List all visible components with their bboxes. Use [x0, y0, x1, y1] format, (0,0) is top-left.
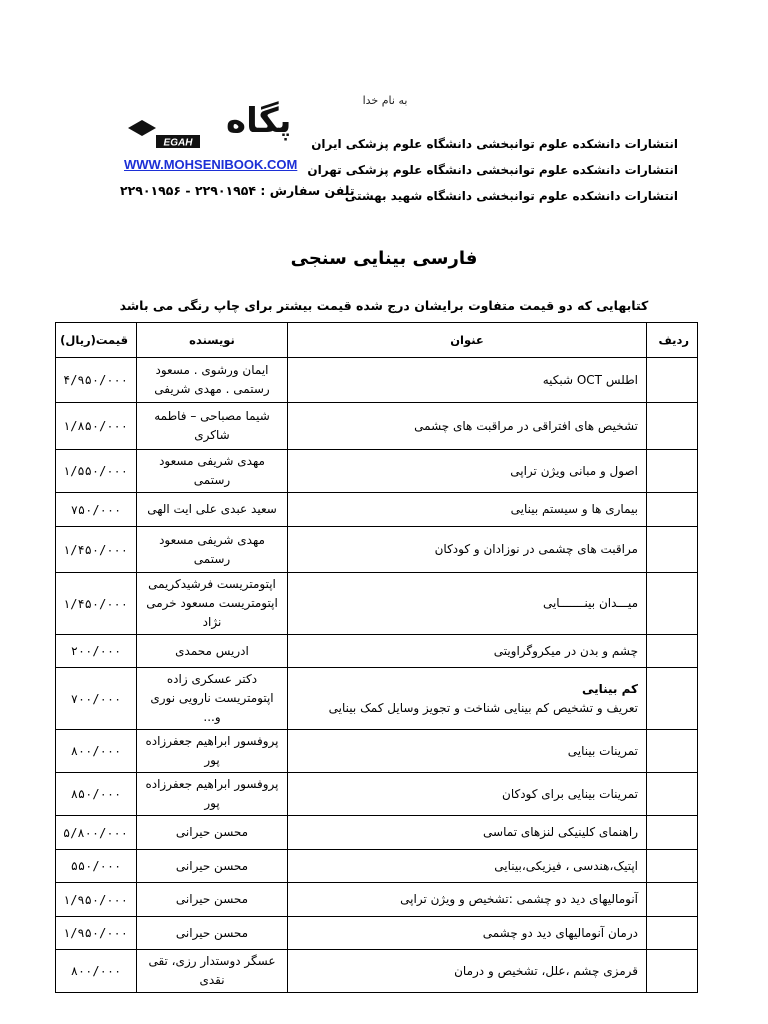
cell-num — [647, 883, 698, 917]
cell-price: ۱/۹۵۰/۰۰۰ — [56, 917, 137, 950]
cell-title: آنومالیهای دید دو چشمی :تشخیص و ویژن تراپی — [288, 883, 647, 917]
cell-num — [647, 450, 698, 493]
page-title: فارسی بینایی سنجی — [290, 248, 478, 269]
cell-author: محسن حیرانی — [137, 917, 288, 950]
cell-title: راهنمای کلینیکی لنزهای تماسی — [288, 816, 647, 850]
cell-title: تمرینات بینایی برای کودکان — [288, 773, 647, 816]
publisher-line: انتشارات دانشکده علوم توانبخشی دانشگاه علوم پزشکی تهران — [307, 163, 678, 177]
cell-price: ۵۵۰/۰۰۰ — [56, 850, 137, 883]
logo-text: پگاه — [226, 101, 292, 141]
table-row — [56, 816, 698, 850]
cell-num — [647, 730, 698, 773]
cell-title: تشخیص های افتراقی در مراقبت های چشمی — [288, 403, 647, 450]
cell-author: محسن حیرانی — [137, 883, 288, 917]
header-author: نویسنده — [137, 323, 288, 358]
header-title: عنوان — [288, 323, 647, 358]
cell-price: ۸۰۰/۰۰۰ — [56, 950, 137, 993]
table-row — [56, 850, 698, 883]
cell-title: قرمزی چشم ،علل، تشخیص و درمان — [288, 950, 647, 993]
website-link[interactable]: WWW.MOHSENIBOOK.COM — [124, 157, 298, 172]
cell-price: ۱/۹۵۰/۰۰۰ — [56, 883, 137, 917]
cell-num — [647, 950, 698, 993]
cell-price: ۱/۴۵۰/۰۰۰ — [56, 527, 137, 573]
cell-title: میـــدان بینـــــــایی — [288, 573, 647, 635]
cell-num — [647, 816, 698, 850]
publisher-line: انتشارات دانشکده علوم توانبخشی دانشگاه علوم پزشکی ایران — [311, 137, 678, 151]
cell-author: ایمان ورشوی . مسعود رستمی . مهدی شریفی — [137, 358, 288, 403]
cell-author: دکتر عسکری زاده اپتومتریست نارویی نوری و... — [137, 668, 288, 730]
table-row — [56, 635, 698, 668]
cell-author: محسن حیرانی — [137, 816, 288, 850]
table-row — [56, 773, 698, 816]
cell-num — [647, 635, 698, 668]
cell-title: بیماری ها و سیستم بینایی — [288, 493, 647, 527]
table-header-row — [56, 323, 698, 358]
table-row — [56, 883, 698, 917]
table-row — [56, 730, 698, 773]
cell-title: اطلس OCT شبکیه — [288, 358, 647, 403]
table-row — [56, 358, 698, 403]
cell-author: پروفسور ابراهیم جعفرزاده پور — [137, 773, 288, 816]
title-heading: کم بینایی — [581, 681, 638, 696]
cell-num — [647, 403, 698, 450]
table-row — [56, 950, 698, 993]
logo-sub: EGAH — [163, 137, 193, 149]
cell-author: مهدی شریفی مسعود رستمی — [137, 450, 288, 493]
order-phone: تلفن سفارش : ۲۲۹۰۱۹۵۴ - ۲۲۹۰۱۹۵۶ — [120, 183, 355, 198]
cell-title: چشم و بدن در میکروگراویتی — [288, 635, 647, 668]
publishers-list — [307, 131, 678, 209]
cell-author: پروفسور ابراهیم جعفرزاده پور — [137, 730, 288, 773]
cell-title: مراقبت های چشمی در نوزادان و کودکان — [288, 527, 647, 573]
cell-num — [647, 527, 698, 573]
cell-price: ۸۵۰/۰۰۰ — [56, 773, 137, 816]
cell-price: ۱/۴۵۰/۰۰۰ — [56, 573, 137, 635]
cell-price: ۴/۹۵۰/۰۰۰ — [56, 358, 137, 403]
cell-price: ۷۵۰/۰۰۰ — [56, 493, 137, 527]
cell-price: ۸۰۰/۰۰۰ — [56, 730, 137, 773]
table-row — [56, 493, 698, 527]
publisher-line: انتشارات دانشکده علوم توانبخشی دانشگاه شهید بهشتی — [344, 189, 678, 203]
cell-author: سعید عبدی علی ایت الهی — [137, 493, 288, 527]
cell-num — [647, 917, 698, 950]
cell-num — [647, 358, 698, 403]
cell-author: محسن حیرانی — [137, 850, 288, 883]
cell-num — [647, 493, 698, 527]
cell-price: ۱/۸۵۰/۰۰۰ — [56, 403, 137, 450]
cell-title — [288, 668, 647, 730]
cell-title: اصول و مبانی ویژن تراپی — [288, 450, 647, 493]
cell-title: تمرینات بینایی — [288, 730, 647, 773]
cell-title: درمان آنومالیهای دید دو چشمی — [288, 917, 647, 950]
table-row — [56, 450, 698, 493]
bismillah: به نام خدا — [362, 94, 408, 107]
cell-num — [647, 773, 698, 816]
cell-author: مهدی شریفی مسعود رستمی — [137, 527, 288, 573]
cell-title: اپتیک،هندسی ، فیزیکی،بینایی — [288, 850, 647, 883]
cell-author: ادریس محمدی — [137, 635, 288, 668]
cell-num — [647, 668, 698, 730]
table-row — [56, 573, 698, 635]
table-row — [56, 917, 698, 950]
cell-price: ۷۰۰/۰۰۰ — [56, 668, 137, 730]
table-row — [56, 668, 698, 730]
book-table — [55, 322, 698, 993]
cell-price: ۲۰۰/۰۰۰ — [56, 635, 137, 668]
title-detail: تعریف و تشخیص کم بینایی شناخت و تجویز وسایل کمک بینایی — [328, 700, 638, 715]
header-num: ردیف — [647, 323, 698, 358]
table-row — [56, 403, 698, 450]
cell-num — [647, 850, 698, 883]
pegah-logo — [122, 98, 292, 154]
cell-author: شیما مصباحی – فاطمه شاکری — [137, 403, 288, 450]
cell-num — [647, 573, 698, 635]
table-row — [56, 527, 698, 573]
cell-price: ۵/۸۰۰/۰۰۰ — [56, 816, 137, 850]
header-price: قیمت(ریال) — [56, 323, 137, 358]
cell-author: اپتومتریست فرشیدکریمی اپتومتریست مسعود خرمی نژاد — [137, 573, 288, 635]
cell-author: عسگر دوستدار رزی، تقی نقدی — [137, 950, 288, 993]
price-note: کتابهایی که دو قیمت متفاوت برایشان درج شده قیمت بیشتر برای چاپ رنگی می باشد — [119, 298, 649, 313]
cell-price: ۱/۵۵۰/۰۰۰ — [56, 450, 137, 493]
